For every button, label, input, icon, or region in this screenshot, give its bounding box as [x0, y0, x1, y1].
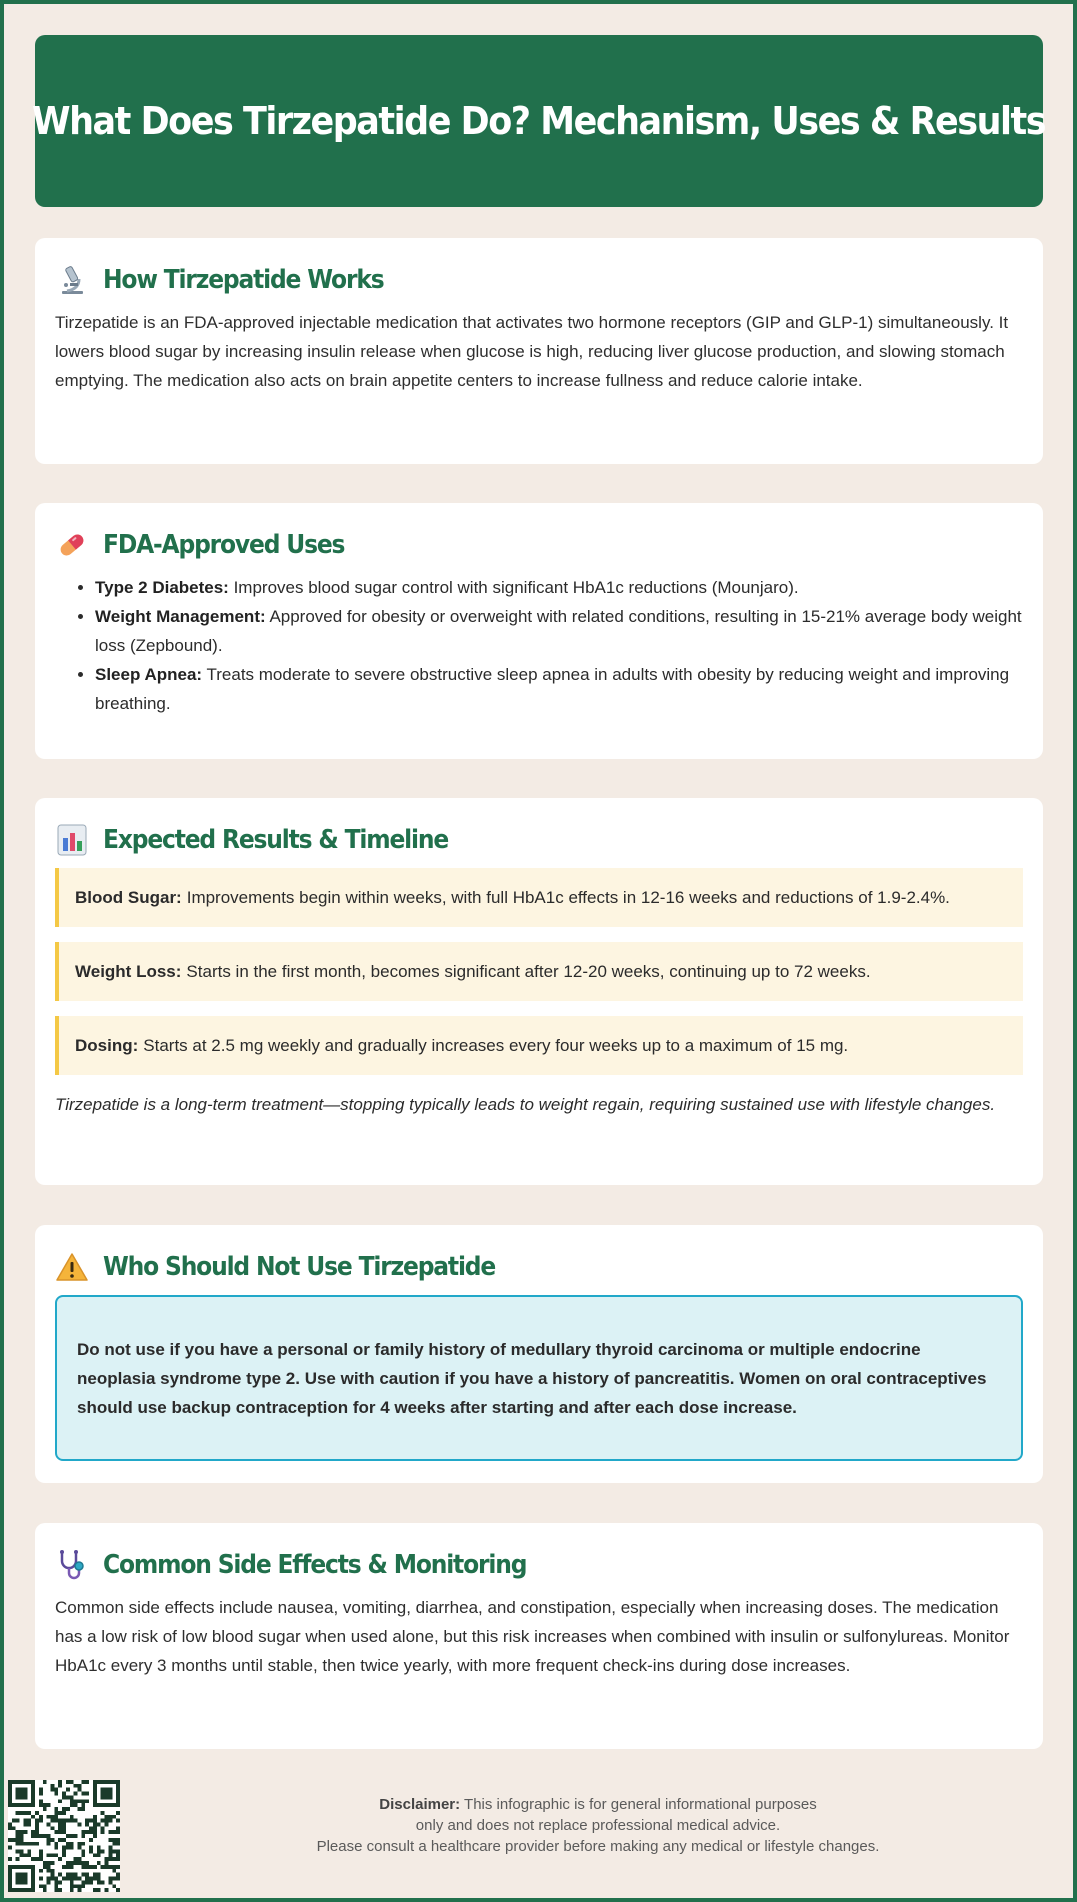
disclaimer-line: Please consult a healthcare provider before making any medical or lifestyle changes. [316, 1838, 880, 1855]
disclaimer [128, 1794, 1068, 1857]
results-note: Tirzepatide is a long-term treatment—stopping typically leads to weight regain, requiring sustained use with lifestyle changes. [55, 1095, 996, 1114]
card-title-row [55, 258, 1023, 302]
timeline-item [55, 1016, 1023, 1075]
list-item [95, 660, 1023, 718]
card-heading: FDA-Approved Uses [103, 530, 345, 560]
card-heading: How Tirzepatide Works [103, 265, 384, 295]
uses-list [55, 573, 1023, 718]
page-title: What Does Tirzepatide Do? Mechanism, Uses & Results [32, 99, 1046, 143]
use-text: Approved for obesity or overweight with related conditions, resulting in 15-21% average body weight loss (Zepbound). [95, 607, 1022, 655]
warning-text: Do not use if you have a personal or family history of medullary thyroid carcinoma or multiple endocrine neoplasia syndrome type 2. Use with caution if you have a history of pancreatitis. Women on oral contraceptives should use backup contraception for 4 weeks after starting and after each dose increase. [77, 1339, 987, 1417]
qr-code-icon[interactable] [8, 1780, 120, 1892]
use-label: Type 2 Diabetes: [95, 578, 229, 597]
timeline-label: Blood Sugar: [75, 887, 182, 907]
card-heading: Common Side Effects & Monitoring [103, 1550, 527, 1580]
list-item [95, 573, 1023, 602]
microscope-icon [55, 263, 89, 297]
card-side-effects [35, 1523, 1043, 1749]
card-heading: Expected Results & Timeline [103, 825, 449, 855]
disclaimer-line: only and does not replace professional medical advice. [415, 1817, 781, 1834]
use-label: Weight Management: [95, 607, 266, 626]
timeline-item [55, 868, 1023, 927]
stethoscope-icon [55, 1548, 89, 1582]
use-label: Sleep Apnea: [95, 665, 203, 684]
page-header [32, 35, 1046, 207]
side-effects-text: Common side effects include nausea, vomiting, diarrhea, and constipation, especially when increasing doses. The medication has a low risk of low blood sugar when used alone, but this risk increases when combined with insulin or sulfonylureas. Monitor HbA1c every 3 months until stable, then twice yearly, with more frequent check-ins during dose increases. [55, 1598, 1010, 1675]
card-contraindications [35, 1225, 1043, 1483]
card-title-row [55, 523, 1023, 567]
warning-icon [55, 1250, 89, 1284]
bar-chart-icon [55, 823, 89, 857]
timeline-label: Dosing: [75, 1035, 139, 1055]
card-heading: Who Should Not Use Tirzepatide [103, 1252, 496, 1282]
disclaimer-text: This infographic is for general informational purposes [464, 1796, 817, 1813]
list-item [95, 602, 1023, 660]
use-text: Treats moderate to severe obstructive sleep apnea in adults with obesity by reducing weight and improving breathing. [95, 665, 1010, 713]
how-it-works-text: Tirzepatide is an FDA-approved injectable medication that activates two hormone receptors (GIP and GLP-1) simultaneously. It lowers blood sugar by increasing insulin release when glucose is high, reducing liver glucose production, and slowing stomach emptying. The medication also acts on brain appetite centers to increase fullness and reduce calorie intake. [55, 313, 1009, 390]
card-title-row [55, 1543, 1023, 1587]
timeline-text: Starts at 2.5 mg weekly and gradually increases every four weeks up to a maximum of 15 mg. [143, 1035, 849, 1055]
card-how-it-works [35, 238, 1043, 464]
disclaimer-line [128, 1794, 1068, 1815]
pill-icon [55, 528, 89, 562]
footer [8, 1780, 1068, 1892]
card-title-row [55, 1245, 1023, 1289]
timeline-text: Improvements begin within weeks, with full HbA1c effects in 12-16 weeks and reductions of 1.9-2.4%. [186, 887, 950, 907]
timeline-item [55, 942, 1023, 1001]
timeline-text: Starts in the first month, becomes significant after 12-20 weeks, continuing up to 72 weeks. [186, 961, 871, 981]
card-results [35, 798, 1043, 1185]
card-fda-uses [35, 503, 1043, 759]
use-text: Improves blood sugar control with significant HbA1c reductions (Mounjaro). [233, 578, 799, 597]
card-title-row [55, 818, 1023, 862]
disclaimer-label: Disclaimer: [379, 1796, 461, 1813]
timeline-label: Weight Loss: [75, 961, 182, 981]
warning-callout [55, 1295, 1023, 1461]
